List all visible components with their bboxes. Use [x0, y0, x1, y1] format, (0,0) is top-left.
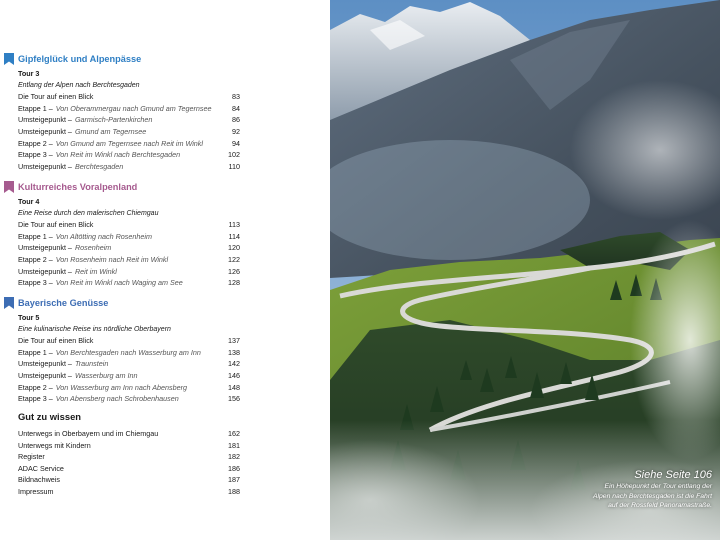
entry-label: Register [18, 452, 45, 462]
caption-line: Ein Höhepunkt der Tour entlang der [604, 483, 712, 490]
entry-label: Etappe 1 – [18, 103, 53, 113]
page-number: 162 [228, 429, 240, 438]
page-number: 110 [228, 161, 240, 171]
page-number: 92 [232, 126, 240, 136]
entry-label: ADAC Service [18, 463, 64, 473]
toc-entry[interactable] [18, 347, 240, 359]
caption-title[interactable]: Siehe Seite 106 [634, 469, 712, 481]
page-number: 142 [228, 359, 240, 369]
toc-entry[interactable] [18, 91, 240, 103]
toc-entry[interactable] [18, 358, 240, 370]
toc-entry[interactable] [18, 335, 240, 347]
page-number: 84 [232, 103, 240, 113]
entry-destination: Von Gmund am Tegernsee nach Reit im Winkl [55, 138, 203, 148]
entry-label: Die Tour auf einen Blick [18, 336, 94, 346]
section-header [4, 180, 240, 196]
photo-caption [542, 468, 712, 511]
toc-entry[interactable] [18, 486, 240, 498]
page-number: 122 [228, 254, 240, 264]
entry-label: Impressum [18, 486, 54, 496]
entry-destination: Von Oberammergau nach Gmund am Tegernsee [55, 103, 212, 113]
entry-destination: Rosenheim [74, 243, 112, 253]
toc-entry[interactable] [18, 138, 240, 150]
page-number: 86 [232, 115, 240, 125]
tour-subtitle: Entlang der Alpen nach Berchtesgaden [18, 81, 140, 89]
mountain-pass-illustration [330, 0, 720, 540]
entry-destination: Von Wasserburg am Inn nach Abensberg [55, 382, 187, 392]
tour-label: Tour 3 [18, 69, 40, 78]
page-number: 83 [232, 92, 240, 102]
entry-label: Etappe 3 – [18, 150, 53, 160]
entry-destination: Reit im Winkl [74, 266, 117, 276]
page-number: 187 [228, 475, 240, 485]
page-number: 128 [228, 278, 240, 288]
toc-entry[interactable] [18, 463, 240, 475]
entry-destination: Von Rosenheim nach Reit im Winkl [55, 254, 169, 264]
entry-destination: Traunstein [74, 359, 109, 369]
toc-entry[interactable] [18, 440, 240, 452]
page-number: 146 [228, 370, 240, 380]
tour-label: Tour 5 [18, 313, 40, 322]
entry-label: Unterwegs mit Kindern [18, 440, 91, 450]
toc-section-gut-zu-wissen [4, 410, 240, 498]
toc-entry[interactable] [18, 382, 240, 394]
bookmark-icon [4, 53, 14, 65]
entry-destination: Garmisch-Partenkirchen [74, 115, 153, 125]
entry-destination: Von Reit im Winkl nach Waging am See [55, 278, 183, 288]
entry-label: Etappe 2 – [18, 382, 53, 392]
entry-destination: Von Berchtesgaden nach Wasserburg am Inn [55, 347, 201, 357]
tour-subtitle: Eine Reise durch den malerischen Chiemgau [18, 209, 159, 217]
entry-destination: Von Reit im Winkl nach Berchtesgaden [55, 150, 181, 160]
entry-label: Umsteigepunkt – [18, 359, 72, 369]
entry-destination: Wasserburg am Inn [74, 370, 138, 380]
entry-label: Umsteigepunkt – [18, 370, 72, 380]
entry-label: Umsteigepunkt – [18, 161, 72, 171]
toc-section-tour-4 [4, 180, 240, 289]
toc-entry[interactable] [18, 161, 240, 173]
page-number: 148 [228, 382, 240, 392]
page-number: 156 [228, 394, 240, 404]
entry-label: Etappe 1 – [18, 231, 53, 241]
section-title[interactable]: Gipfelglück und Alpenpässe [18, 54, 142, 64]
page-number: 137 [228, 336, 240, 346]
entry-label: Umsteigepunkt – [18, 115, 72, 125]
page-number: 138 [228, 347, 240, 357]
entry-label: Etappe 2 – [18, 254, 53, 264]
entry-destination: Gmund am Tegernsee [74, 126, 147, 136]
entry-label: Etappe 3 – [18, 394, 53, 404]
toc-entry[interactable] [18, 393, 240, 405]
entry-label: Etappe 2 – [18, 138, 53, 148]
toc-entry[interactable] [18, 114, 240, 126]
toc-entry[interactable] [18, 266, 240, 278]
toc-entry[interactable] [18, 451, 240, 463]
page-number: 102 [228, 150, 240, 160]
bookmark-icon [4, 297, 14, 309]
section-title[interactable]: Kulturreiches Voralpenland [18, 182, 138, 192]
page-number: 182 [228, 452, 240, 462]
toc-entry[interactable] [18, 149, 240, 161]
entry-destination: Berchtesgaden [74, 161, 124, 171]
toc-entry[interactable] [18, 242, 240, 254]
section-header [4, 52, 240, 68]
tour-subtitle: Eine kulinarische Reise ins nördliche Oberbayern [18, 325, 171, 333]
toc-entry[interactable] [18, 126, 240, 138]
landscape-photo [330, 0, 720, 540]
entry-label: Etappe 1 – [18, 347, 53, 357]
table-of-contents [0, 0, 330, 540]
page-number: 113 [228, 220, 240, 230]
toc-entry[interactable] [18, 103, 240, 115]
tour-label: Tour 4 [18, 197, 40, 206]
entry-label: Umsteigepunkt – [18, 243, 72, 253]
toc-entry[interactable] [18, 474, 240, 486]
bookmark-icon [4, 181, 14, 193]
entry-label: Etappe 3 – [18, 278, 53, 288]
toc-entry[interactable] [18, 370, 240, 382]
entry-label: Die Tour auf einen Blick [18, 92, 94, 102]
section-title[interactable]: Bayerische Genüsse [18, 298, 109, 308]
caption-line: Alpen nach Berchtesgaden ist die Fahrt [592, 492, 712, 500]
page-number: 94 [232, 138, 240, 148]
entry-destination: Von Altötting nach Rosenheim [55, 231, 152, 241]
toc-section-tour-5 [4, 296, 240, 405]
toc-entry[interactable] [18, 231, 240, 243]
toc-entry[interactable] [18, 219, 240, 231]
page-number: 188 [228, 486, 240, 496]
toc-entry[interactable] [18, 428, 240, 440]
caption-line: auf der Rossfeld Panoramastraße. [608, 502, 712, 510]
toc-entry[interactable] [18, 277, 240, 289]
entry-label: Die Tour auf einen Blick [18, 220, 94, 230]
page-number: 126 [228, 266, 240, 276]
page-number: 181 [228, 440, 240, 450]
entry-label: Umsteigepunkt – [18, 266, 72, 276]
entry-label: Bildnachweis [18, 475, 60, 485]
section-header [4, 296, 240, 312]
page-number: 120 [228, 243, 240, 253]
section-title[interactable]: Gut zu wissen [18, 411, 82, 422]
toc-section-tour-3 [4, 52, 240, 172]
entry-label: Unterwegs in Oberbayern und im Chiemgau [18, 429, 159, 438]
page-number: 186 [228, 463, 240, 473]
page-number: 114 [228, 231, 240, 241]
entry-destination: Von Abensberg nach Schrobenhausen [55, 394, 179, 404]
toc-entry[interactable] [18, 254, 240, 266]
entry-label: Umsteigepunkt – [18, 126, 72, 136]
